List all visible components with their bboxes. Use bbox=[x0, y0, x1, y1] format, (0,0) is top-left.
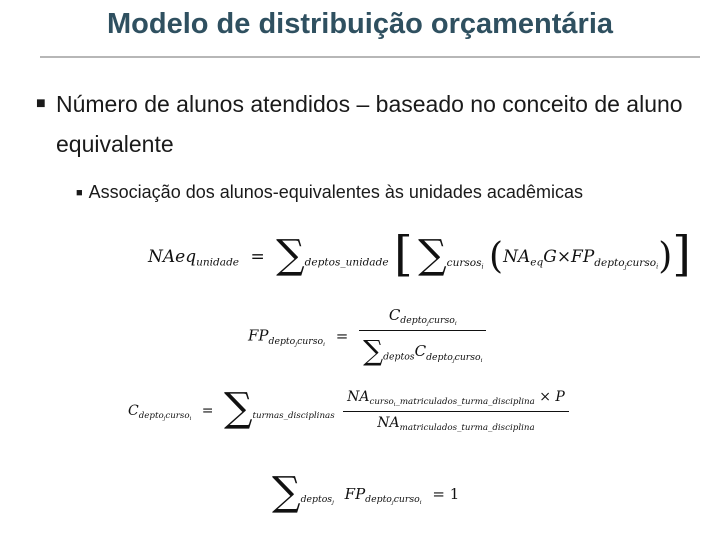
f2-num-sub-idx: j bbox=[427, 321, 429, 328]
f2-den-sub2: curso bbox=[454, 351, 481, 363]
f2-num-sub2-idx: i bbox=[454, 321, 457, 328]
f3-den-sub: matriculados_turma_disciplina bbox=[399, 422, 535, 433]
f3-num-sub-a: curso bbox=[369, 397, 394, 408]
f1-term-b-sub2: curso bbox=[626, 256, 657, 269]
f3-num-sub-b: _matriculados_turma_disciplina bbox=[395, 397, 535, 408]
f3-lhs-sub-idx: j bbox=[163, 415, 166, 422]
close-paren: ) bbox=[658, 236, 673, 277]
formula-fp-depto-curso bbox=[248, 306, 486, 367]
f1-term-b-sub2-idx: i bbox=[656, 261, 659, 270]
f2-den-sub2-idx: i bbox=[480, 357, 483, 364]
f2-den-sub-idx: j bbox=[452, 357, 455, 364]
formula-sum-fp-equals-one bbox=[272, 469, 460, 515]
f3-fraction bbox=[343, 389, 569, 433]
slide-title: Modelo de distribuição orçamentária bbox=[107, 8, 613, 40]
f3-den: NA bbox=[377, 414, 400, 431]
formula-naeq-unidade bbox=[148, 226, 691, 282]
f1-term-b-sub-idx: j bbox=[624, 261, 627, 270]
f4-sum-sub: deptos bbox=[300, 494, 333, 506]
open-paren: ( bbox=[489, 236, 504, 277]
f1-lhs-sub: unidade bbox=[196, 256, 240, 269]
f4-term-sub-idx: j bbox=[391, 500, 394, 507]
f3-num: NA bbox=[347, 389, 370, 406]
f4-term-sub2: curso bbox=[393, 494, 420, 506]
f2-num: C bbox=[388, 306, 401, 324]
sub-bullet bbox=[76, 182, 696, 203]
formula-c-depto-curso bbox=[128, 385, 569, 433]
f1-sum1-sub: deptos_unidade bbox=[304, 256, 389, 269]
f3-lhs-sub2-idx: i bbox=[189, 415, 192, 422]
f3-lhs: C bbox=[128, 403, 139, 419]
f4-term-sub: depto bbox=[365, 494, 392, 506]
f2-equals: = bbox=[335, 326, 349, 345]
f4-term: FP bbox=[344, 485, 366, 503]
f3-numerator bbox=[343, 389, 569, 411]
f3-num-sub-a-idx: i bbox=[393, 401, 396, 408]
f2-lhs-sub: depto bbox=[268, 335, 296, 347]
close-bracket: ] bbox=[672, 226, 691, 282]
f2-num-sub: depto bbox=[400, 315, 428, 327]
main-bullet-text: Número de alunos atendidos – baseado no conceito de aluno equivalente bbox=[56, 91, 683, 157]
f2-lhs: FP bbox=[248, 326, 269, 345]
f2-num-sub2: curso bbox=[428, 315, 455, 327]
f2-lhs-sub-idx: j bbox=[295, 341, 298, 348]
f3-sum-sub: turmas_disciplinas bbox=[252, 411, 335, 422]
f3-lhs-sub: depto bbox=[138, 411, 164, 422]
title-divider bbox=[40, 56, 700, 58]
f1-term-b: G×FP bbox=[543, 247, 595, 267]
square-bullet-icon: ■ bbox=[36, 95, 46, 112]
f2-den: C bbox=[414, 342, 427, 361]
f3-num-tail: × P bbox=[539, 389, 565, 406]
square-bullet-icon: ■ bbox=[76, 187, 83, 199]
f1-equals: = bbox=[250, 247, 265, 267]
f3-lhs-sub2: curso bbox=[165, 411, 190, 422]
f1-sum2-sub: cursos bbox=[446, 256, 482, 269]
f4-sum-sub-idx: j bbox=[332, 500, 334, 507]
f2-lhs-sub2: curso bbox=[297, 335, 324, 347]
f1-term-b-sub: depto bbox=[594, 256, 625, 269]
f1-term-a: NA bbox=[503, 247, 531, 267]
f2-numerator bbox=[359, 306, 486, 330]
f1-sum2-sub-idx: i bbox=[481, 261, 484, 270]
f3-equals: = bbox=[201, 403, 214, 419]
sum-symbol: ∑ bbox=[276, 232, 305, 278]
main-bullet bbox=[36, 84, 696, 164]
sum-symbol: ∑ bbox=[418, 232, 447, 278]
sub-bullet-text: Associação dos alunos-equivalentes às unidades acadêmicas bbox=[88, 182, 583, 202]
f1-lhs: NAeq bbox=[148, 247, 197, 267]
f3-denominator bbox=[343, 411, 569, 433]
f1-term-a-sub: eq bbox=[530, 256, 544, 269]
open-bracket: [ bbox=[393, 226, 413, 282]
sum-symbol: ∑ bbox=[363, 334, 384, 368]
sum-symbol: ∑ bbox=[223, 385, 253, 431]
f4-rhs: = 1 bbox=[432, 485, 460, 503]
f2-fraction bbox=[359, 306, 486, 367]
f2-denominator bbox=[359, 330, 486, 367]
f4-term-sub2-idx: i bbox=[419, 500, 422, 507]
f2-den-sum-sub: deptos bbox=[383, 351, 415, 363]
sum-symbol: ∑ bbox=[272, 469, 301, 515]
f2-lhs-sub2-idx: i bbox=[323, 341, 325, 348]
f2-den-sub: depto bbox=[426, 351, 453, 363]
